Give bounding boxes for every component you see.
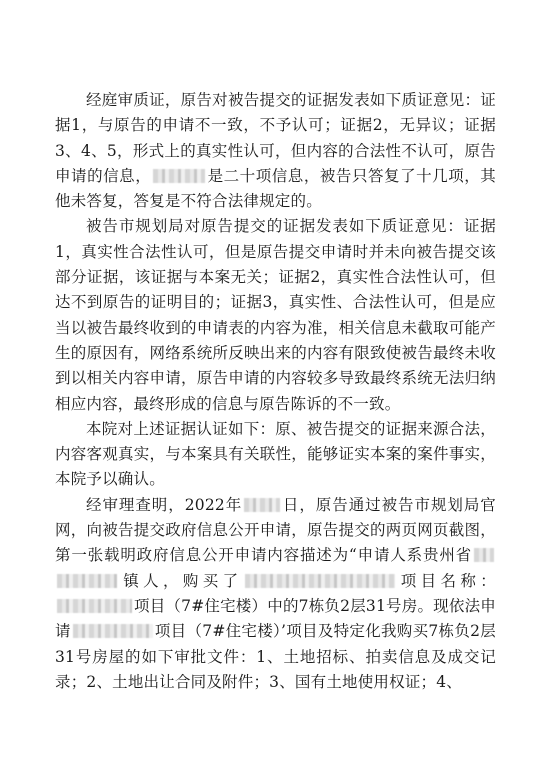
text: 项目（7#住宅楼）’项目及特定化我购买7栋负2层31号房屋的如下审批文件：1、土地招标、拍卖信息及成交记录；2、土地出让合同及附件；3、国有土地使用权证；4、 <box>55 622 496 691</box>
text: 经审理查明，2022年 <box>86 495 243 514</box>
text: 是二十项信息，被告只答复了十几项，其他未答复，答复是不符合法律规定的。 <box>55 166 496 211</box>
text: 项目名称： <box>396 571 496 590</box>
redacted-block <box>245 574 395 588</box>
redacted-block <box>73 624 153 638</box>
redacted-block <box>153 169 205 183</box>
text: 经庭审质证，原告对被告提交的证据发表如下质证意见：证据1，与原告的申请不一致，不予认可；证据2，无异议；证据3、4、5，形式上的真实性认可，但内容的合法性不认可，原告申请的信息， <box>55 91 496 185</box>
paragraph-defendant-opinion <box>55 214 496 416</box>
text: 本院对上述证据认证如下：原、被告提交的证据来源合法，内容客观真实，与本案具有关联性，能够证实本案的案件事实，本院予以确认。 <box>55 419 496 489</box>
paragraph-plaintiff-opinion <box>55 88 496 214</box>
redacted-block <box>57 574 117 588</box>
paragraph-court-certification <box>55 417 496 493</box>
text: 被告市规划局对原告提交的证据发表如下质证意见：证据1，真实性合法性认可，但是原告提交申请时并未向被告提交该部分证据，该证据与本案无关；证据2，真实性合法性认可，但达不到原告的证明目的；证据3，真实性、合法性认可，但是应当以被告最终收到的申请表的内容为准，相关信息未截取可能产生的原因有，网络系统所反映出来的内容有限致使被告最终未收到以相关内容申请，原告申请的内容较多导致最终系统无法归纳相应内容，最终形成的信息与原告陈诉的不一致。 <box>55 217 496 413</box>
redacted-block <box>474 548 494 562</box>
text: 日，原告通过被告市规划局官网，向被告提交政府信息公开申请，原告提交的两页网页截图，第一张载明政府信息公开申请内容描述为“申请人系贵州省 <box>55 495 496 565</box>
redacted-block <box>57 599 132 613</box>
text: 镇人，购买了 <box>119 571 243 590</box>
text: 项目（7#住宅楼）中的7栋负2层31号房。现依法申请 <box>55 596 496 641</box>
redacted-block <box>244 498 280 512</box>
paragraph-facts-found <box>55 493 496 695</box>
